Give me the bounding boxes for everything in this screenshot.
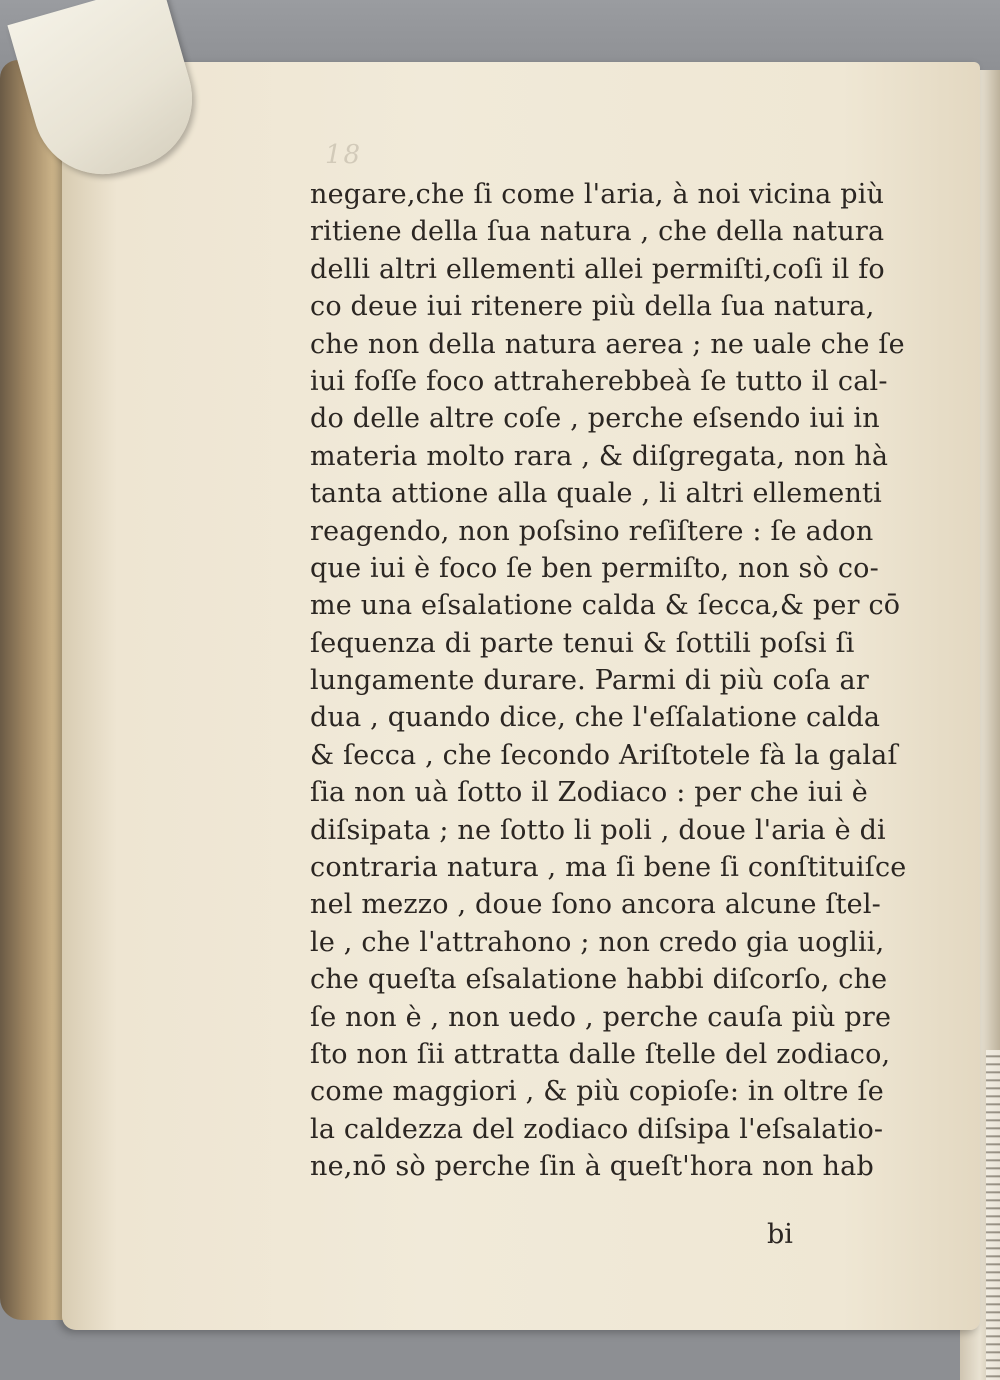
text-line: reagendo, non poſsino reſiſtere : ſe adon	[310, 515, 874, 547]
text-line: & ſecca , che ſecondo Ariſtotele fà la galaſ	[310, 739, 898, 771]
text-line: ſto non ſii attratta dalle ſtelle del zodiaco,	[310, 1038, 891, 1070]
text-line: que iui è foco ſe ben permiſto, non sò co-	[310, 552, 879, 584]
text-line: lungamente durare. Parmi di più coſa ar	[310, 665, 869, 697]
text-line: come maggiori , & più copioſe: in oltre ſe	[310, 1076, 884, 1108]
text-line: delli altri ellementi allei permiſti,coſi il fo	[310, 253, 885, 285]
text-line: le , che l'attrahono ; non credo gia uoglii,	[310, 926, 885, 958]
show-through-page-number: 18	[325, 140, 363, 170]
text-line: materia molto rara , & diſgregata, non hà	[310, 440, 889, 472]
text-line: co deue iui ritenere più della ſua natura,	[310, 291, 875, 323]
text-line: la caldezza del zodiaco diſsipa l'eſsalatio-	[310, 1113, 884, 1145]
text-line: tanta attione alla quale , li altri ellementi	[310, 478, 882, 510]
text-line: nel mezzo , doue ſono ancora alcune ſtel-	[310, 889, 882, 921]
text-line: che queſta eſsalatione habbi diſcorſo, che	[310, 964, 888, 996]
catchword: bi	[767, 1219, 793, 1250]
text-line: che non della natura aerea ; ne uale che ſe	[310, 328, 905, 360]
text-line: ne,nō sò perche ſin à queſt'hora non hab	[310, 1151, 874, 1183]
text-line: dua , quando dice, che l'eſſalatione calda	[310, 702, 881, 734]
text-line: ſe non è , non uedo , perche cauſa più pre	[310, 1001, 892, 1033]
text-line: diſsipata ; ne ſotto li poli , doue l'aria è di	[310, 814, 886, 846]
text-block	[310, 176, 907, 1186]
text-line: do delle altre coſe , perche eſsendo iui in	[310, 403, 880, 435]
text-line: contraria natura , ma ſi bene ſi conſtituiſce	[310, 852, 907, 884]
text-line: ſequenza di parte tenui & ſottili poſsi ſi	[310, 627, 855, 659]
text-line: me una eſsalatione calda & ſecca,& per cō	[310, 590, 901, 622]
text-line: negare,che ſi come l'aria, à noi vicina più	[310, 179, 885, 210]
text-line: ſia non uà ſotto il Zodiaco : per che iui è	[310, 777, 868, 809]
text-line: ritiene della ſua natura , che della natura	[310, 216, 885, 248]
text-line: iui foſſe foco attraherebbeà ſe tutto il cal-	[310, 365, 888, 397]
